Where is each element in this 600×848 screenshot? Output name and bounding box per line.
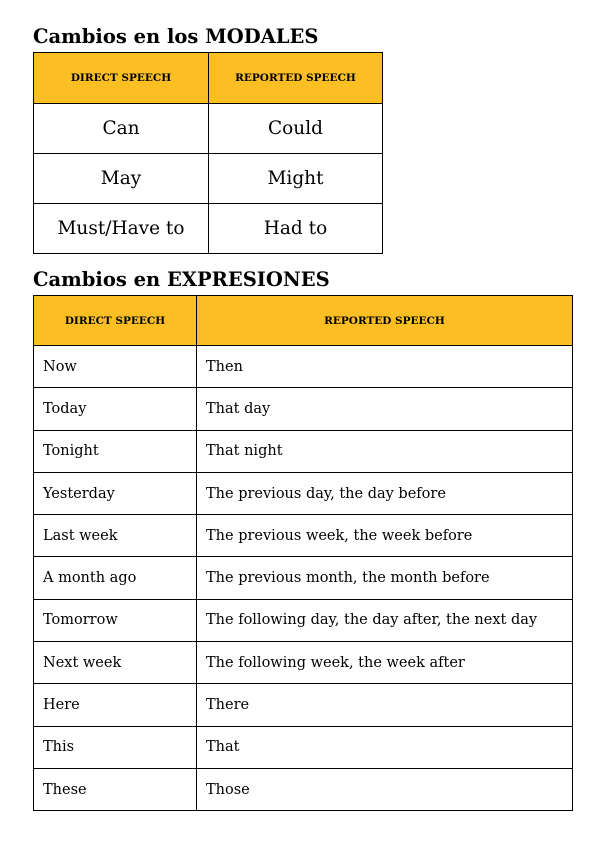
table-header-row — [34, 53, 383, 104]
direct-cell: Tomorrow — [34, 599, 197, 641]
reported-cell: The previous day, the day before — [197, 472, 573, 514]
direct-cell: Here — [34, 684, 197, 726]
modals-title: Cambios en los MODALES — [33, 25, 319, 48]
reported-cell: The previous week, the week before — [197, 515, 573, 557]
table-row — [34, 346, 573, 388]
table-row — [34, 104, 383, 154]
column-header-direct: DIRECT SPEECH — [34, 296, 197, 346]
direct-cell: Next week — [34, 642, 197, 684]
direct-cell: Can — [34, 104, 209, 154]
reported-cell: There — [197, 684, 573, 726]
direct-cell: Must/Have to — [34, 204, 209, 254]
reported-cell: Those — [197, 768, 573, 810]
column-header-direct: DIRECT SPEECH — [34, 53, 209, 104]
table-row — [34, 599, 573, 641]
table-row — [34, 154, 383, 204]
table-row — [34, 472, 573, 514]
reported-cell: That day — [197, 388, 573, 430]
direct-cell: Today — [34, 388, 197, 430]
table-row — [34, 642, 573, 684]
direct-cell: Now — [34, 346, 197, 388]
direct-cell: Yesterday — [34, 472, 197, 514]
direct-cell: Last week — [34, 515, 197, 557]
reported-cell: Could — [209, 104, 383, 154]
direct-cell: Tonight — [34, 430, 197, 472]
table-row — [34, 557, 573, 599]
expressions-table — [33, 295, 573, 811]
reported-cell: Had to — [209, 204, 383, 254]
modals-table — [33, 52, 383, 254]
table-row — [34, 515, 573, 557]
column-header-reported: REPORTED SPEECH — [209, 53, 383, 104]
reported-cell: The previous month, the month before — [197, 557, 573, 599]
reported-cell: That night — [197, 430, 573, 472]
column-header-reported: REPORTED SPEECH — [197, 296, 573, 346]
direct-cell: This — [34, 726, 197, 768]
table-header-row — [34, 296, 573, 346]
direct-cell: May — [34, 154, 209, 204]
reported-cell: That — [197, 726, 573, 768]
reported-cell: Then — [197, 346, 573, 388]
table-row — [34, 768, 573, 810]
table-row — [34, 684, 573, 726]
expressions-title: Cambios en EXPRESIONES — [33, 268, 330, 291]
table-row — [34, 204, 383, 254]
direct-cell: These — [34, 768, 197, 810]
reported-cell: The following day, the day after, the next day — [197, 599, 573, 641]
table-row — [34, 388, 573, 430]
reported-cell: Might — [209, 154, 383, 204]
direct-cell: A month ago — [34, 557, 197, 599]
reported-cell: The following week, the week after — [197, 642, 573, 684]
table-row — [34, 430, 573, 472]
table-row — [34, 726, 573, 768]
